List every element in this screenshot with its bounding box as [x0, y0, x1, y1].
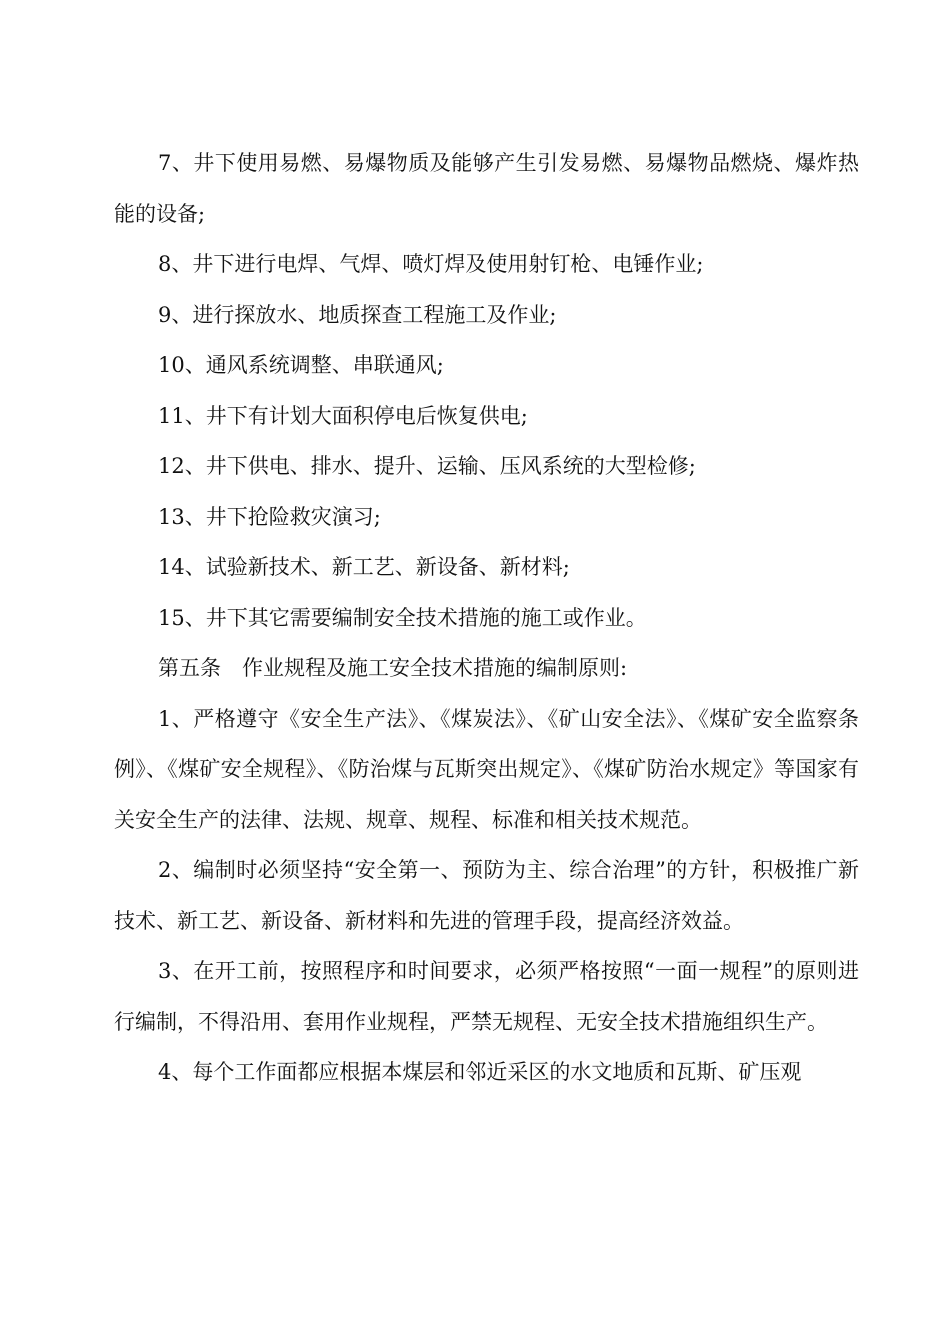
- list-item-15: 15、井下其它需要编制安全技术措施的施工或作业。: [158, 605, 647, 630]
- principle-item-2: 2、编制时必须坚持“安全第一、预防为主、综合治理”的方针，积极推广新技术、新工艺、新设备、新材料和先进的管理手段，提高经济效益。: [114, 858, 859, 933]
- list-item-9: 9、进行探放水、地质探查工程施工及作业;: [158, 302, 557, 327]
- list-item-8: 8、井下进行电焊、气焊、喷灯焊及使用射钉枪、电锤作业;: [158, 252, 704, 276]
- list-item-7: 7、井下使用易燃、易爆物质及能够产生引发易燃、易爆物品燃烧、爆炸热能的设备;: [114, 151, 859, 226]
- list-item-14: 14、试验新技术、新工艺、新设备、新材料;: [158, 555, 570, 579]
- list-item-12: 12、井下供电、排水、提升、运输、压风系统的大型检修;: [158, 454, 696, 478]
- document-body: [114, 138, 859, 1098]
- article-heading-5: 第五条 作业规程及施工安全技术措施的编制原则:: [158, 656, 628, 680]
- list-item-10: 10、通风系统调整、串联通风;: [158, 353, 444, 377]
- principle-item-1: 1、严格遵守《安全生产法》、《煤炭法》、《矿山安全法》、《煤矿安全监察条例》、《煤矿安全规程》、《防治煤与瓦斯突出规定》、《煤矿防治水规定》等国家有关安全生产的法律、法规、规章、规程、标准和相关技术规范。: [114, 706, 859, 832]
- list-item-11: 11、井下有计划大面积停电后恢复供电;: [158, 403, 528, 428]
- list-item-13: 13、井下抢险救灾演习;: [158, 504, 381, 529]
- principle-item-4: 4、每个工作面都应根据本煤层和邻近采区的水文地质和瓦斯、矿压观: [158, 1060, 802, 1084]
- principle-item-3: 3、在开工前，按照程序和时间要求，必须严格按照“一面一规程”的原则进行编制，不得沿用、套用作业规程，严禁无规程、无安全技术措施组织生产。: [114, 959, 859, 1034]
